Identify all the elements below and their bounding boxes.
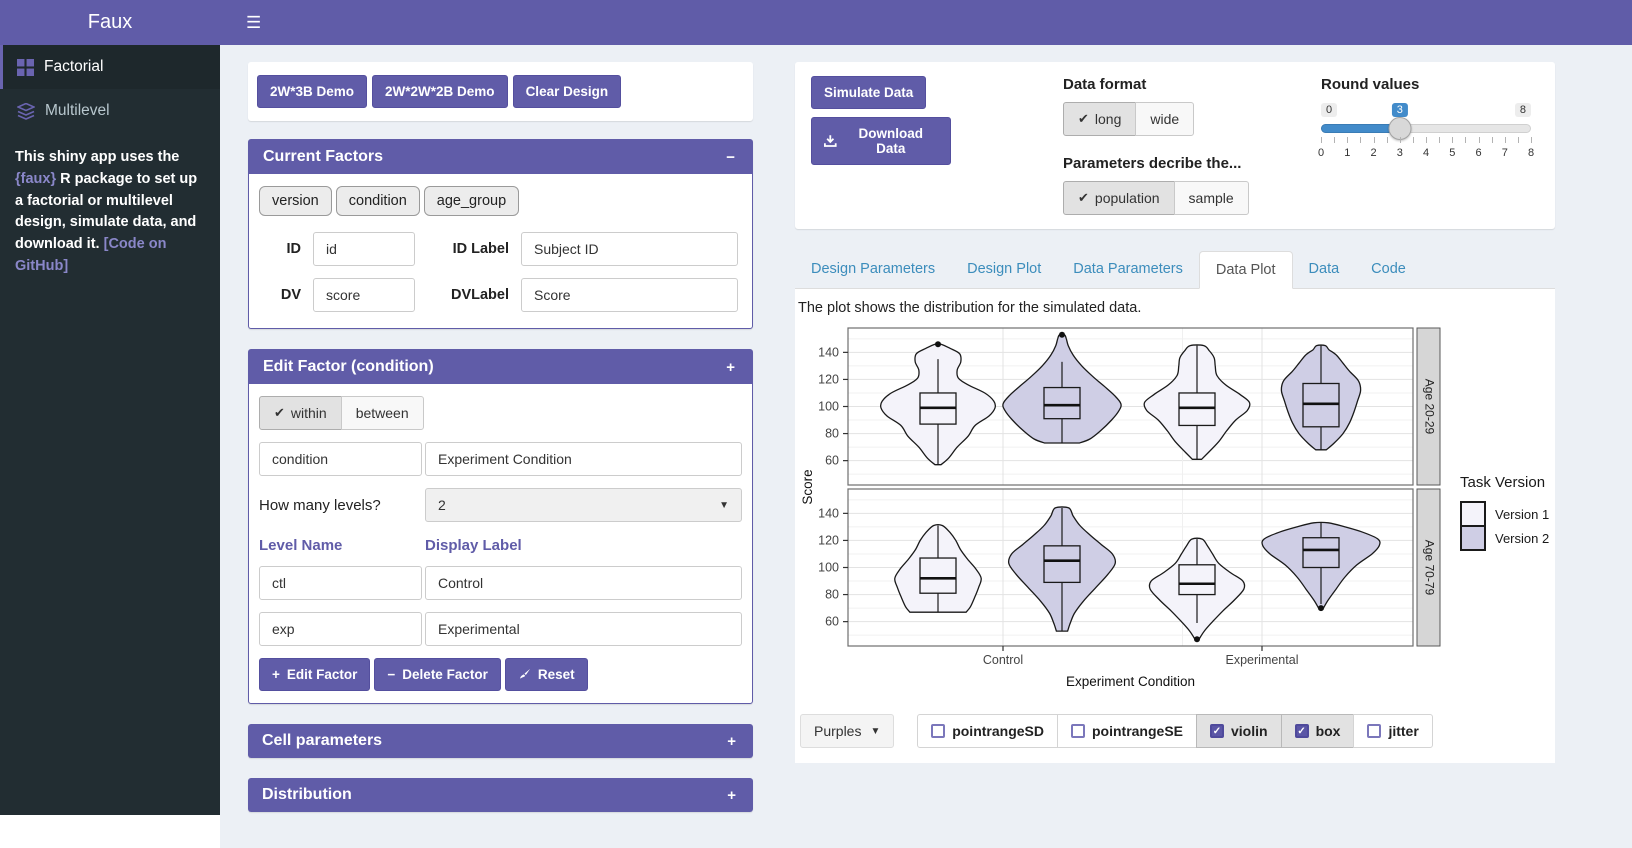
- dv-label: DV: [280, 287, 301, 303]
- tab-data[interactable]: Data: [1308, 261, 1340, 277]
- tab-content: [795, 289, 1555, 763]
- dv-label-label: DVLabel: [450, 287, 509, 303]
- slider-tick-label: 0: [1317, 147, 1325, 159]
- tab-data-parameters[interactable]: Data Parameters: [1073, 261, 1183, 277]
- box-title: Cell parameters: [262, 732, 383, 749]
- checkbox-pointrangesd[interactable]: pointrangeSD: [917, 714, 1058, 748]
- clear-design-button[interactable]: Clear Design: [513, 75, 622, 108]
- checkbox-icon: ✓: [1210, 724, 1224, 738]
- svg-text:80: 80: [825, 426, 839, 441]
- checkbox-pointrangese[interactable]: pointrangeSE: [1057, 714, 1197, 748]
- factor-tags: [259, 186, 742, 216]
- plot-caption: The plot shows the distribution for the simulated data.: [798, 300, 1142, 316]
- github-link[interactable]: [Code on GitHub]: [15, 236, 167, 274]
- svg-text:120: 120: [818, 372, 839, 387]
- round-values-label: Round values: [1321, 76, 1420, 93]
- content-area: [220, 45, 1632, 848]
- data-format-toggle: [1063, 102, 1194, 136]
- grid-icon: [17, 59, 34, 76]
- levels-count-label: How many levels?: [259, 496, 381, 514]
- data-format-wide[interactable]: wide: [1135, 102, 1194, 136]
- factor-tag-condition[interactable]: condition: [336, 186, 420, 216]
- svg-text:60: 60: [825, 453, 839, 468]
- collapse-icon[interactable]: +: [727, 786, 736, 804]
- 2w-2w-2b-demo-button[interactable]: 2W*2W*2B Demo: [372, 75, 508, 108]
- legend-entry-version-1: Version 1: [1460, 501, 1549, 527]
- geom-checkbox-group: [917, 714, 1433, 748]
- svg-text:Experiment Condition: Experiment Condition: [1065, 674, 1196, 689]
- palette-dropdown[interactable]: Purples ▼: [800, 714, 894, 748]
- level-label-input-1[interactable]: [425, 566, 742, 600]
- tab-design-plot[interactable]: Design Plot: [967, 261, 1042, 277]
- plus-icon: +: [272, 667, 280, 682]
- current-factors-header[interactable]: [249, 140, 752, 174]
- svg-text:100: 100: [818, 399, 839, 414]
- legend-swatch: [1460, 501, 1486, 527]
- download-icon: [824, 135, 837, 148]
- parameters-population[interactable]: ✔ population: [1063, 181, 1175, 215]
- brush-icon: [518, 668, 531, 681]
- box-title: Current Factors: [263, 148, 384, 165]
- slider-tick: [1439, 137, 1440, 143]
- collapse-icon[interactable]: +: [726, 358, 735, 376]
- slider-tick: [1387, 137, 1388, 143]
- legend-title: Task Version: [1460, 474, 1546, 491]
- sidebar-item-label: Factorial: [44, 58, 104, 75]
- plot-controls: [798, 713, 1552, 749]
- faux-package-link[interactable]: {faux}: [15, 170, 57, 187]
- caret-down-icon: ▼: [870, 725, 881, 737]
- slider-tick: [1400, 137, 1401, 143]
- sidebar-item-multilevel[interactable]: [0, 89, 220, 133]
- slider-tick: [1492, 137, 1493, 143]
- sidebar: [0, 45, 220, 815]
- factor-display-input[interactable]: [425, 442, 742, 476]
- slider-tick-label: 6: [1475, 147, 1482, 159]
- slider-tick-label: 5: [1449, 147, 1456, 159]
- collapse-icon[interactable]: +: [727, 732, 736, 750]
- plot-legend: [1460, 474, 1549, 551]
- checkbox-icon: [931, 724, 945, 738]
- tab-design-parameters[interactable]: Design Parameters: [811, 261, 936, 277]
- slider-max-label: 8: [1515, 103, 1531, 117]
- slider-tick: [1505, 137, 1506, 143]
- plot-row: [798, 326, 1552, 699]
- parameters-sample[interactable]: sample: [1174, 181, 1249, 215]
- download-data-button[interactable]: Download Data: [811, 117, 951, 165]
- svg-text:140: 140: [818, 506, 839, 521]
- violin-plot-svg: [798, 326, 1446, 694]
- svg-text:60: 60: [825, 614, 839, 629]
- reset-button[interactable]: Reset: [505, 658, 588, 691]
- slider-value-badge: 3: [1392, 103, 1408, 117]
- tab-bar: [795, 251, 1555, 289]
- levels-count-select[interactable]: 2 ▼: [425, 488, 742, 522]
- factor-tag-age-group[interactable]: age_group: [424, 186, 519, 216]
- simulate-data-button[interactable]: Simulate Data: [811, 76, 926, 109]
- slider-tick: [1518, 137, 1519, 143]
- edit-factor-header[interactable]: [249, 350, 752, 384]
- demo-buttons-card: [248, 62, 753, 121]
- slider-tick: [1374, 137, 1375, 143]
- cell-parameters-header[interactable]: [248, 724, 753, 758]
- svg-text:Experimental: Experimental: [1225, 653, 1299, 667]
- checkbox-box[interactable]: ✓ box: [1281, 714, 1355, 748]
- slider-tick: [1465, 137, 1466, 143]
- slider-tick-label: 4: [1422, 147, 1430, 159]
- factor-name-input[interactable]: [259, 442, 422, 476]
- checkbox-icon: [1367, 724, 1381, 738]
- checkbox-jitter[interactable]: jitter: [1353, 714, 1432, 748]
- slider-tick: [1347, 137, 1348, 143]
- level-label-input-2[interactable]: [425, 612, 742, 646]
- factor-type-between[interactable]: between: [341, 396, 424, 430]
- slider-tick: [1413, 137, 1414, 143]
- distribution-header[interactable]: [248, 778, 753, 812]
- layers-icon: [17, 103, 35, 120]
- id-input[interactable]: [313, 232, 415, 266]
- simulate-card: [795, 62, 1555, 229]
- data-plot: [798, 326, 1446, 699]
- sidebar-item-factorial[interactable]: [0, 45, 220, 89]
- slider-min-label: 0: [1321, 103, 1337, 117]
- round-values-slider: [1317, 103, 1535, 165]
- checkbox-violin[interactable]: ✓ violin: [1196, 714, 1282, 748]
- svg-text:Score: Score: [800, 469, 815, 505]
- 2w-3b-demo-button[interactable]: 2W*3B Demo: [257, 75, 367, 108]
- check-icon: ✔: [1078, 190, 1089, 205]
- cell-parameters-box: [248, 724, 753, 758]
- delete-factor-button[interactable]: − Delete Factor: [374, 658, 500, 691]
- slider-tick: [1479, 137, 1480, 143]
- parameters-describe-label: Parameters decribe the...: [1063, 155, 1242, 172]
- slider-tick-label: 8: [1527, 147, 1535, 159]
- svg-text:120: 120: [818, 533, 839, 548]
- sidebar-toggle-icon[interactable]: ☰: [246, 12, 262, 32]
- slider-tick: [1452, 137, 1453, 143]
- data-format-long[interactable]: ✔ long: [1063, 102, 1136, 136]
- slider-tick-label: 2: [1370, 147, 1377, 159]
- distribution-box: [248, 778, 753, 812]
- slider-tick-label: 1: [1344, 147, 1351, 159]
- edit-factor-button[interactable]: + Edit Factor: [259, 658, 370, 691]
- slider-tick: [1321, 137, 1322, 143]
- data-format-label: Data format: [1063, 76, 1147, 93]
- design-column: [248, 62, 753, 832]
- factor-tag-version[interactable]: version: [259, 186, 332, 216]
- slider-tick: [1531, 137, 1532, 143]
- slider-tick: [1360, 137, 1361, 143]
- data-column: [795, 62, 1555, 763]
- level-name-input-2[interactable]: [259, 612, 422, 646]
- dv-label-input[interactable]: [521, 278, 738, 312]
- slider-tick: [1426, 137, 1427, 143]
- level-name-input-1[interactable]: [259, 566, 422, 600]
- current-factors-box: [248, 139, 753, 329]
- level-rows: [259, 566, 742, 646]
- tab-code[interactable]: Code: [1371, 261, 1406, 277]
- app-logo: Faux: [0, 0, 220, 45]
- box-title: Edit Factor (condition): [263, 358, 434, 375]
- edit-factor-box: [248, 349, 753, 704]
- svg-text:140: 140: [818, 345, 839, 360]
- collapse-icon[interactable]: −: [726, 148, 735, 166]
- dv-input[interactable]: [313, 278, 415, 312]
- check-icon: ✔: [1078, 111, 1089, 126]
- checkbox-icon: [1071, 724, 1085, 738]
- parameters-toggle: [1063, 181, 1249, 215]
- svg-text:80: 80: [825, 587, 839, 602]
- header: [0, 0, 1632, 45]
- sidebar-item-label: Multilevel: [45, 102, 110, 119]
- minus-icon: −: [387, 667, 396, 682]
- slider-tick-label: 7: [1501, 147, 1508, 159]
- factor-type-within[interactable]: ✔ within: [259, 396, 342, 430]
- svg-text:Age 70-79: Age 70-79: [1422, 539, 1437, 596]
- slider-tick-label: 3: [1396, 147, 1403, 159]
- within-between-toggle: [259, 396, 424, 430]
- checkbox-icon: ✓: [1295, 724, 1309, 738]
- check-icon: ✔: [274, 405, 285, 420]
- slider-tick: [1334, 137, 1335, 143]
- display-label-column-header: Display Label: [425, 537, 522, 554]
- legend-swatch: [1460, 525, 1486, 551]
- box-title: Distribution: [262, 786, 352, 803]
- svg-text:100: 100: [818, 560, 839, 575]
- id-label-input[interactable]: [521, 232, 738, 266]
- level-name-column-header: Level Name: [259, 537, 343, 554]
- id-label: ID: [286, 241, 301, 257]
- svg-text:Age 20-29: Age 20-29: [1422, 378, 1437, 435]
- navbar: [220, 0, 1632, 45]
- id-label-label: ID Label: [452, 241, 509, 257]
- caret-down-icon: ▼: [719, 499, 729, 511]
- sidebar-about-text: This shiny app uses the {faux} R package to set up a factorial or multilevel design, simulate data, and download it. [Code on GitHub]: [15, 149, 198, 274]
- legend-entry-version-2: Version 2: [1460, 525, 1549, 551]
- svg-text:Control: Control: [982, 653, 1024, 667]
- tab-data-plot[interactable]: Data Plot: [1199, 251, 1293, 288]
